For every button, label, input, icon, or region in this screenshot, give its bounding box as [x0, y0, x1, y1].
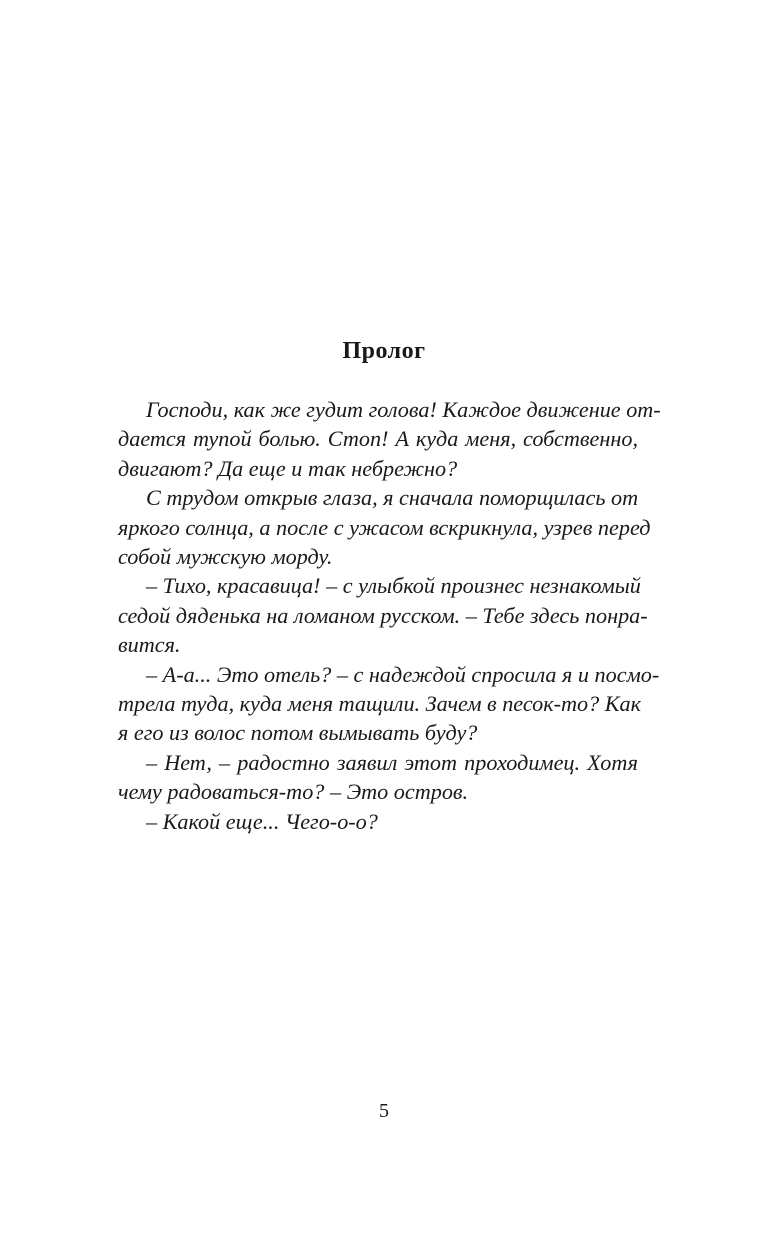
text-line: – Какой еще... Чего-о-о?	[146, 808, 378, 834]
text-line: двигают? Да еще и так небрежно?	[118, 455, 458, 481]
text-line: собой мужскую морду.	[118, 544, 333, 570]
text-line: вится.	[118, 632, 181, 658]
prologue-text	[118, 395, 661, 836]
text-line: трела туда, куда меня тащили. Зачем в песок-то? Как	[118, 691, 641, 717]
text-line: я его из волос потом вымывать буду?	[118, 720, 478, 746]
chapter-title: Пролог	[342, 338, 426, 364]
page-number: 5	[379, 1100, 389, 1122]
text-line: С трудом открыв глаза, я сначала поморщилась от	[146, 485, 639, 511]
text-line: Господи, как же гудит голова! Каждое движение от-	[146, 397, 661, 422]
text-line: яркого солнца, а после с ужасом вскрикнула, узрев перед	[118, 514, 651, 540]
text-line: – Нет, – радостно заявил этот проходимец. Хотя	[146, 749, 638, 775]
text-line: седой дяденька на ломаном русском. – Тебе здесь понра-	[118, 602, 648, 628]
text-line: чему радоваться-то? – Это остров.	[118, 779, 469, 805]
text-line: дается тупой болью. Стоп! А куда меня, собственно,	[118, 426, 638, 452]
text-line: – Тихо, красавица! – с улыбкой произнес незнакомый	[146, 573, 641, 599]
text-line: – А-а... Это отель? – с надеждой спросила я и посмо-	[146, 661, 660, 687]
